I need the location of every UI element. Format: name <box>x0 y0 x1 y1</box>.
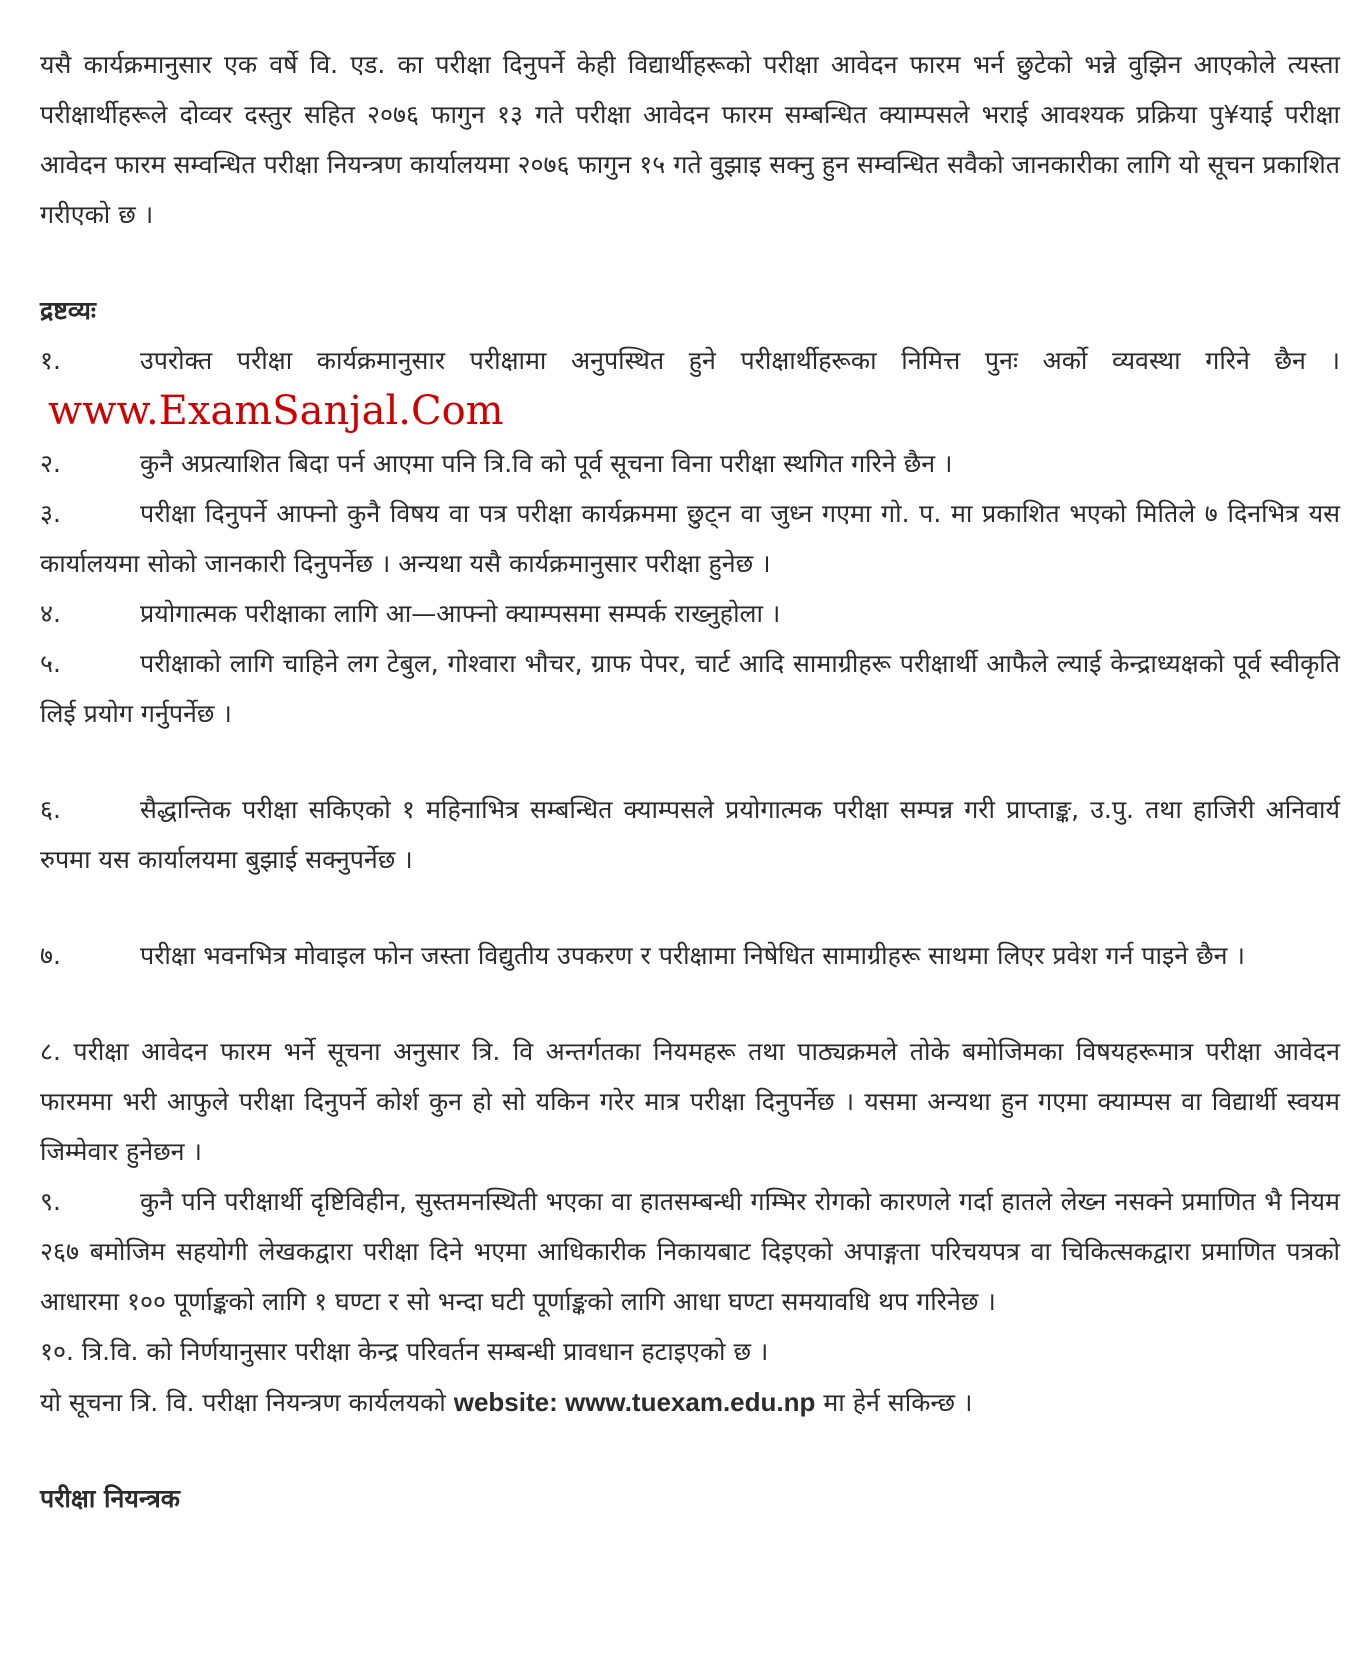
note-text: १०. त्रि.वि. को निर्णयानुसार परीक्षा केन्द्र परिवर्तन सम्बन्धी प्रावधान हटाइएको छ । <box>40 1337 769 1366</box>
intro-paragraph: यसै कार्यक्रमानुसार एक वर्षे वि. एड. का परीक्षा दिनुपर्ने केही विद्यार्थीहरूको परीक्षा आवेदन फारम भर्न छुटेको भन्ने वुझिन आएकोले त्यस्ता परीक्षार्थीहरूले दोव्वर दस्तुर सहित २०७६ फागुन १३ गते परीक्षा आवेदन फारम सम्बन्धित क्याम्पसले भराई आवश्यक प्रक्रिया पु¥याई परीक्षा आवेदन फारम सम्वन्धित परीक्षा नियन्त्रण कार्यालयमा २०७६ फागुन १५ गते वुझाइ सक्नु हुन सम्वन्धित सवैको जानकारीका लागि यो सूचन प्रकाशित गरीएको छ । <box>40 50 1340 229</box>
note-text: उपरोक्त परीक्षा कार्यक्रमानुसार परीक्षामा अनुपस्थित हुने परीक्षार्थीहरूका निमित्त पुनः अर्को व्यवस्था गरिने छैन । <box>140 346 1340 375</box>
note-item-8 <box>40 1027 1340 1177</box>
note-number: ९. <box>40 1187 61 1216</box>
spacer <box>40 981 1340 1027</box>
note-item-9 <box>40 1177 1340 1327</box>
note-text: परीक्षा भवनभित्र मोवाइल फोन जस्ता विद्युतीय उपकरण र परीक्षामा निषेधित सामाग्रीहरू साथमा लिएर प्रवेश गर्न पाइने छैन । <box>140 941 1245 970</box>
note-number: २. <box>40 449 61 478</box>
website-prefix: यो सूचना त्रि. वि. परीक्षा नियन्त्रण कार्यलयको <box>40 1388 446 1417</box>
note-item-6 <box>40 785 1340 885</box>
note-text: ८. परीक्षा आवेदन फारम भर्ने सूचना अनुसार त्रि. वि अन्तर्गतका नियमहरू तथा पाठ्यक्रमले तोके बमोजिमका विषयहरूमात्र परीक्षा आवेदन फारममा भरी आफुले परीक्षा दिनुपर्ने कोर्श कुन हो सो यकिन गरेर मात्र परीक्षा दिनुपर्नेछ । यसमा अन्यथा हुन गएमा क्याम्पस वा विद्यार्थी स्वयम जिम्मेवार हुनेछन । <box>40 1037 1340 1166</box>
note-text: प्रयोगात्मक परीक्षाका लागि आ—आफ्नो क्याम्पसमा सम्पर्क राख्नुहोला । <box>140 599 781 628</box>
note-number: ७. <box>40 941 61 970</box>
note-number: १. <box>40 346 61 375</box>
note-item-2 <box>40 439 1340 489</box>
note-item-1 <box>40 336 1340 439</box>
note-number: ३. <box>40 499 61 528</box>
spacer <box>40 885 1340 931</box>
website-suffix: मा हेर्न सकिन्छ । <box>823 1388 973 1417</box>
note-number: ४. <box>40 599 61 628</box>
note-item-4 <box>40 589 1340 639</box>
notice-document <box>40 40 1340 1524</box>
notes-heading: द्रष्टव्यः <box>40 296 96 325</box>
note-text: सैद्धान्तिक परीक्षा सकिएको १ महिनाभित्र सम्बन्धित क्याम्पसले प्रयोगात्मक परीक्षा सम्पन्न गरी प्राप्ताङ्क, उ.पु. तथा हाजिरी अनिवार्य रुपमा यस कार्यालयमा बुझाई सक्नुपर्नेछ । <box>40 795 1340 874</box>
spacer <box>40 240 1340 286</box>
note-text: परीक्षाको लागि चाहिने लग टेबुल, गोश्वारा भौचर, ग्राफ पेपर, चार्ट आदि सामाग्रीहरू परीक्षार्थी आफैले ल्याई केन्द्राध्यक्षको पूर्व स्वीकृति लिई प्रयोग गर्नुपर्नेछ । <box>40 649 1340 728</box>
note-number: ६. <box>40 795 61 824</box>
signature-title: परीक्षा नियन्त्रक <box>40 1484 180 1513</box>
note-item-7 <box>40 931 1340 981</box>
website-link[interactable]: website: www.tuexam.edu.np <box>453 1387 816 1417</box>
note-item-5 <box>40 639 1340 739</box>
note-number: ५. <box>40 649 61 678</box>
note-item-10 <box>40 1327 1340 1377</box>
note-item-3 <box>40 489 1340 589</box>
note-text: परीक्षा दिनुपर्ने आफ्नो कुनै विषय वा पत्र परीक्षा कार्यक्रममा छुट्न वा जुध्न गएमा गो. प. मा प्रकाशित भएको मितिले ७ दिनभित्र यस कार्यालयमा सोको जानकारी दिनुपर्नेछ । अन्यथा यसै कार्यक्रमानुसार परीक्षा हुनेछ । <box>40 499 1340 578</box>
watermark-link[interactable]: www.ExamSanjal.Com <box>48 388 504 434</box>
spacer <box>40 739 1340 785</box>
website-line <box>40 1377 1340 1428</box>
spacer <box>40 1428 1340 1474</box>
note-text: कुनै अप्रत्याशित बिदा पर्न आएमा पनि त्रि.वि को पूर्व सूचना विना परीक्षा स्थगित गरिने छैन । <box>140 449 953 478</box>
note-text: कुनै पनि परीक्षार्थी दृष्टिविहीन, सुस्तमनस्थिती भएका वा हातसम्बन्धी गम्भिर रोगको कारणले गर्दा हातले लेख्न नसक्ने प्रमाणित भै नियम २६७ बमोजिम सहयोगी लेखकद्वारा परीक्षा दिने भएमा आधिकारीक निकायबाट दिइएको अपाङ्गता परिचयपत्र वा चिकित्सकद्वारा प्रमाणित पत्रको आधारमा १०० पूर्णाङ्कको लागि १ घण्टा र सो भन्दा घटी पूर्णाङ्कको लागि आधा घण्टा समयावधि थप गरिनेछ । <box>40 1187 1340 1316</box>
